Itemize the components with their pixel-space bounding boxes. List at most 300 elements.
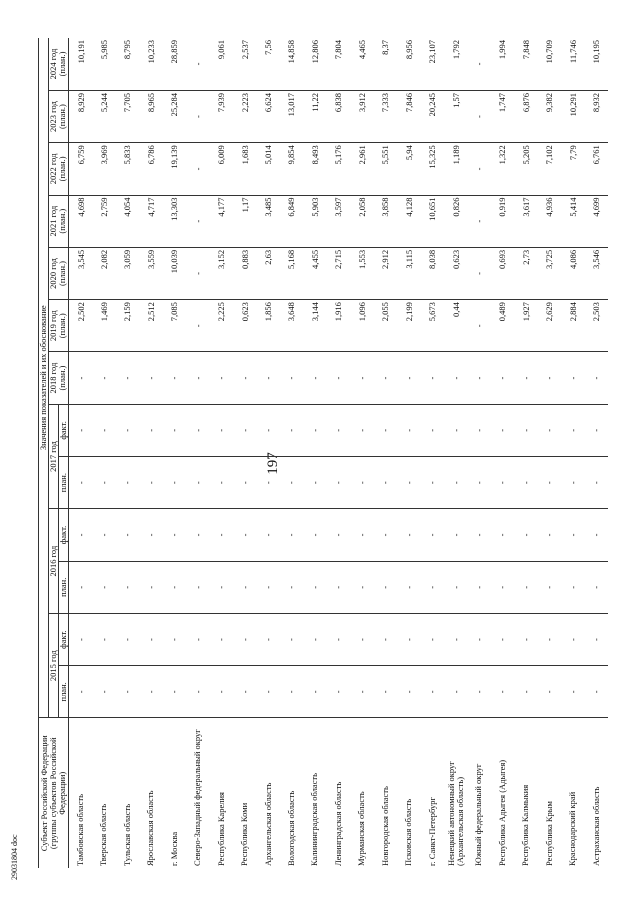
row-value-cell: 5,414 (561, 195, 584, 247)
row-value-cell: - (420, 352, 443, 404)
row-value-cell: - (538, 561, 561, 613)
row-value-cell: - (561, 509, 584, 561)
row-value-cell: - (514, 561, 537, 613)
row-value-cell: - (373, 457, 396, 509)
row-value-cell: - (186, 404, 209, 456)
row-value-cell: - (256, 352, 279, 404)
row-value-cell: 5,903 (303, 195, 326, 247)
row-value-cell: - (561, 352, 584, 404)
row-value-cell: - (139, 509, 162, 561)
row-value-cell: 2,961 (350, 143, 373, 195)
row-value-cell: 2,159 (116, 300, 139, 352)
row-value-cell: - (444, 613, 467, 665)
row-value-cell: - (186, 457, 209, 509)
row-value-cell: 3,725 (538, 247, 561, 299)
row-value-cell: - (467, 561, 490, 613)
row-value-cell: - (139, 561, 162, 613)
row-value-cell: - (92, 404, 115, 456)
row-value-cell: - (303, 457, 326, 509)
row-value-cell: 2,884 (561, 300, 584, 352)
indicators-table (38, 38, 608, 868)
row-value-cell: - (514, 457, 537, 509)
row-value-cell: - (92, 352, 115, 404)
row-value-cell: 8,795 (116, 38, 139, 90)
row-value-cell: - (327, 352, 350, 404)
table-row (280, 38, 303, 868)
row-value-cell: - (280, 457, 303, 509)
row-value-cell: 5,014 (256, 143, 279, 195)
row-value-cell: - (280, 509, 303, 561)
row-value-cell: - (420, 561, 443, 613)
row-value-cell: 6,876 (514, 90, 537, 142)
row-subject-name: г. Москва (168, 831, 179, 866)
row-value-cell: - (350, 666, 373, 718)
row-value-cell: - (561, 457, 584, 509)
row-value-cell: - (420, 613, 443, 665)
row-value-cell: - (68, 509, 92, 561)
row-value-cell: 25,284 (163, 90, 186, 142)
table-row (327, 38, 350, 868)
row-value-cell: - (467, 300, 490, 352)
row-value-cell: - (420, 666, 443, 718)
row-value-cell: - (491, 666, 514, 718)
year-2021-header: 2021 год (план.) (48, 195, 68, 247)
table-row (256, 38, 279, 868)
row-subject-name: Южный федеральный округ (473, 763, 484, 866)
row-value-cell: - (420, 457, 443, 509)
row-value-cell: - (514, 404, 537, 456)
row-subject-name: Тверская область (98, 803, 109, 866)
row-value-cell: - (538, 352, 561, 404)
row-value-cell: - (209, 561, 232, 613)
row-value-cell: - (327, 457, 350, 509)
row-value-cell: - (327, 561, 350, 613)
row-value-cell: 13,303 (163, 195, 186, 247)
row-subject-name: Ненецкий автономный округ (Архангельская область) (445, 761, 465, 866)
row-value-cell: 2,73 (514, 247, 537, 299)
row-value-cell: 15,325 (420, 143, 443, 195)
row-value-cell: 0,489 (491, 300, 514, 352)
row-value-cell: 2,223 (233, 90, 256, 142)
row-value-cell: - (561, 666, 584, 718)
row-value-cell: 4,936 (538, 195, 561, 247)
row-value-cell: - (233, 352, 256, 404)
row-value-cell: - (186, 247, 209, 299)
row-value-cell: - (209, 404, 232, 456)
row-value-cell: - (139, 352, 162, 404)
fact-2017-header: факт. (58, 404, 68, 456)
row-value-cell: 2,912 (373, 247, 396, 299)
row-value-cell: - (209, 613, 232, 665)
table-row (538, 38, 561, 868)
row-value-cell: 2,055 (373, 300, 396, 352)
plan-2017-header: план. (58, 457, 68, 509)
row-value-cell: - (491, 404, 514, 456)
row-subject-name: Республика Адыгея (Адыгея) (496, 759, 507, 866)
row-value-cell: 12,806 (303, 38, 326, 90)
row-value-cell: - (444, 666, 467, 718)
row-value-cell: 7,102 (538, 143, 561, 195)
row-value-cell: - (256, 613, 279, 665)
row-value-cell: 9,382 (538, 90, 561, 142)
row-value-cell: 2,502 (68, 300, 92, 352)
row-value-cell: 2,629 (538, 300, 561, 352)
year-2015-header: 2015 год (48, 613, 58, 718)
row-value-cell: - (514, 666, 537, 718)
row-value-cell: - (303, 352, 326, 404)
row-value-cell: - (233, 561, 256, 613)
row-value-cell: - (116, 457, 139, 509)
row-value-cell: 14,858 (280, 38, 303, 90)
row-value-cell: - (467, 457, 490, 509)
row-value-cell: - (373, 613, 396, 665)
row-value-cell: - (467, 352, 490, 404)
row-value-cell: 3,546 (584, 247, 608, 299)
row-value-cell: - (467, 38, 490, 90)
row-value-cell: - (68, 666, 92, 718)
row-value-cell: 3,597 (327, 195, 350, 247)
row-value-cell: 19,139 (163, 143, 186, 195)
row-value-cell: - (186, 143, 209, 195)
table-row (397, 38, 420, 868)
row-value-cell: - (163, 666, 186, 718)
row-value-cell: - (584, 404, 608, 456)
row-value-cell: - (350, 561, 373, 613)
row-value-cell: - (584, 509, 608, 561)
row-value-cell: 5,985 (92, 38, 115, 90)
row-value-cell: 5,205 (514, 143, 537, 195)
row-value-cell: - (303, 666, 326, 718)
row-value-cell: 3,152 (209, 247, 232, 299)
row-value-cell: 8,493 (303, 143, 326, 195)
row-value-cell: - (139, 666, 162, 718)
table-row (467, 38, 490, 868)
row-value-cell: - (116, 561, 139, 613)
row-value-cell: 4,128 (397, 195, 420, 247)
table-row (350, 38, 373, 868)
row-value-cell: 3,858 (373, 195, 396, 247)
row-value-cell: - (256, 666, 279, 718)
row-value-cell: 2,082 (92, 247, 115, 299)
row-subject-name: Архангельская область (262, 782, 273, 866)
row-value-cell: - (163, 352, 186, 404)
row-value-cell: - (467, 143, 490, 195)
row-value-cell: - (68, 404, 92, 456)
table-row (209, 38, 232, 868)
year-2016-header: 2016 год (48, 509, 58, 614)
row-value-cell: - (256, 561, 279, 613)
row-value-cell: 6,786 (139, 143, 162, 195)
row-value-cell: - (373, 561, 396, 613)
row-value-cell: 28,859 (163, 38, 186, 90)
table-row (420, 38, 443, 868)
row-value-cell: - (584, 457, 608, 509)
row-value-cell: - (538, 613, 561, 665)
row-value-cell: 4,054 (116, 195, 139, 247)
row-value-cell: 3,617 (514, 195, 537, 247)
row-value-cell: - (397, 457, 420, 509)
row-value-cell: 23,107 (420, 38, 443, 90)
table-row (444, 38, 467, 868)
row-subject-name: Ярославская область (145, 790, 156, 866)
row-value-cell: 7,56 (256, 38, 279, 90)
row-value-cell: 2,199 (397, 300, 420, 352)
row-value-cell: - (444, 509, 467, 561)
row-value-cell: - (491, 561, 514, 613)
row-value-cell: 7,333 (373, 90, 396, 142)
row-value-cell: - (491, 509, 514, 561)
row-value-cell: - (444, 457, 467, 509)
table-row (373, 38, 396, 868)
row-value-cell: - (561, 561, 584, 613)
row-value-cell: 0,693 (491, 247, 514, 299)
row-value-cell: - (373, 404, 396, 456)
row-value-cell: - (303, 613, 326, 665)
row-value-cell: 0,44 (444, 300, 467, 352)
page-number: 197 (264, 452, 281, 475)
row-value-cell: - (186, 561, 209, 613)
table-row (186, 38, 209, 868)
row-value-cell: 1,927 (514, 300, 537, 352)
row-value-cell: 3,648 (280, 300, 303, 352)
row-subject-name: Тульская область (121, 803, 132, 866)
table-row (303, 38, 326, 868)
row-value-cell: 4,177 (209, 195, 232, 247)
row-value-cell: - (256, 509, 279, 561)
row-subject-name: г. Санкт-Петербург (426, 797, 437, 866)
row-value-cell: - (327, 509, 350, 561)
row-value-cell: - (467, 509, 490, 561)
row-value-cell: 5,551 (373, 143, 396, 195)
row-subject-name: Республика Крым (543, 801, 554, 866)
row-value-cell: 6,761 (584, 143, 608, 195)
row-value-cell: - (233, 666, 256, 718)
row-value-cell: - (116, 666, 139, 718)
row-value-cell: - (350, 404, 373, 456)
row-value-cell: 0,919 (491, 195, 514, 247)
row-value-cell: 3,059 (116, 247, 139, 299)
values-title-header: Значения показателей и их обоснование (39, 38, 49, 718)
row-value-cell: - (163, 613, 186, 665)
row-subject-name: Тамбовская область (75, 794, 86, 866)
row-value-cell: - (491, 352, 514, 404)
row-value-cell: 10,291 (561, 90, 584, 142)
row-value-cell: 3,115 (397, 247, 420, 299)
row-value-cell: 0,623 (444, 247, 467, 299)
row-subject-name: Вологодская область (285, 790, 296, 866)
row-value-cell: 1,57 (444, 90, 467, 142)
row-value-cell: - (68, 561, 92, 613)
table-row (68, 38, 92, 868)
row-value-cell: 13,017 (280, 90, 303, 142)
table-row (116, 38, 139, 868)
row-value-cell: 7,79 (561, 143, 584, 195)
row-value-cell: - (467, 613, 490, 665)
row-value-cell: - (444, 404, 467, 456)
row-subject-name: Новгородская область (379, 786, 390, 866)
row-value-cell: - (233, 404, 256, 456)
row-value-cell: 10,191 (68, 38, 92, 90)
row-value-cell: - (327, 404, 350, 456)
row-value-cell: - (350, 613, 373, 665)
row-value-cell: - (467, 90, 490, 142)
row-value-cell: 2,503 (584, 300, 608, 352)
table-header (39, 38, 69, 868)
row-value-cell: - (139, 404, 162, 456)
row-value-cell: - (584, 666, 608, 718)
row-value-cell: 1,683 (233, 143, 256, 195)
row-value-cell: - (186, 195, 209, 247)
row-value-cell: 6,838 (327, 90, 350, 142)
row-value-cell: - (584, 352, 608, 404)
row-value-cell: - (163, 561, 186, 613)
row-value-cell: - (186, 666, 209, 718)
row-subject-name: Республика Коми (239, 802, 250, 866)
year-2024-header: 2024 год (план.) (48, 38, 68, 90)
row-value-cell: - (163, 509, 186, 561)
row-value-cell: 1,322 (491, 143, 514, 195)
row-value-cell: 2,512 (139, 300, 162, 352)
row-value-cell: 1,553 (350, 247, 373, 299)
row-value-cell: - (92, 666, 115, 718)
row-value-cell: 4,699 (584, 195, 608, 247)
rotated-table-container (38, 38, 608, 868)
row-value-cell: - (280, 561, 303, 613)
row-value-cell: - (280, 404, 303, 456)
row-value-cell: - (92, 561, 115, 613)
row-value-cell: 2,537 (233, 38, 256, 90)
row-value-cell: - (116, 613, 139, 665)
row-value-cell: - (92, 509, 115, 561)
footer-doc-id: 29031804 doc (10, 834, 19, 880)
row-value-cell: - (186, 352, 209, 404)
row-value-cell: 1,916 (327, 300, 350, 352)
row-value-cell: 5,244 (92, 90, 115, 142)
row-subject-name: Псковская область (403, 798, 414, 866)
row-value-cell: - (538, 666, 561, 718)
row-value-cell: 10,651 (420, 195, 443, 247)
row-value-cell: - (350, 457, 373, 509)
fact-2015-header: факт. (58, 613, 68, 665)
table-row (163, 38, 186, 868)
row-value-cell: - (116, 352, 139, 404)
row-value-cell: - (584, 613, 608, 665)
table-row (491, 38, 514, 868)
row-value-cell: 20,245 (420, 90, 443, 142)
table-body (68, 38, 608, 868)
row-value-cell: 4,086 (561, 247, 584, 299)
row-value-cell: 7,848 (514, 38, 537, 90)
row-value-cell: 3,912 (350, 90, 373, 142)
row-value-cell: - (444, 561, 467, 613)
row-value-cell: 4,455 (303, 247, 326, 299)
row-value-cell: 5,176 (327, 143, 350, 195)
row-value-cell: 7,085 (163, 300, 186, 352)
row-value-cell: 8,37 (373, 38, 396, 90)
row-value-cell: - (256, 404, 279, 456)
row-value-cell: 0,883 (233, 247, 256, 299)
row-value-cell: - (397, 666, 420, 718)
year-2023-header: 2023 год (план.) (48, 90, 68, 142)
row-value-cell: - (256, 457, 279, 509)
year-2017-header: 2017 год (48, 404, 58, 509)
row-value-cell: - (186, 613, 209, 665)
row-value-cell: - (186, 90, 209, 142)
row-value-cell: 6,624 (256, 90, 279, 142)
row-value-cell: 11,746 (561, 38, 584, 90)
row-value-cell: - (116, 404, 139, 456)
row-value-cell: - (514, 352, 537, 404)
row-value-cell: - (467, 404, 490, 456)
row-value-cell: - (139, 613, 162, 665)
row-value-cell: - (373, 352, 396, 404)
table-row (584, 38, 608, 868)
row-value-cell: - (561, 404, 584, 456)
row-subject-name: Калининградская область (309, 773, 320, 866)
row-value-cell: - (303, 404, 326, 456)
row-value-cell: - (327, 666, 350, 718)
row-value-cell: - (397, 352, 420, 404)
row-value-cell: - (303, 509, 326, 561)
row-value-cell: - (491, 457, 514, 509)
row-value-cell: - (139, 457, 162, 509)
row-value-cell: - (186, 509, 209, 561)
row-value-cell: 10,039 (163, 247, 186, 299)
row-value-cell: 10,233 (139, 38, 162, 90)
row-value-cell: - (186, 300, 209, 352)
row-value-cell: - (68, 613, 92, 665)
row-value-cell: 3,545 (68, 247, 92, 299)
row-subject-name: Краснодарский край (567, 791, 578, 866)
subject-column-header: Субъект Российской Федерации (группы субъектов Российской Федерации) (39, 718, 69, 868)
row-value-cell: - (233, 457, 256, 509)
row-value-cell: - (467, 195, 490, 247)
row-value-cell: 1,469 (92, 300, 115, 352)
row-value-cell: - (280, 613, 303, 665)
row-value-cell: 6,849 (280, 195, 303, 247)
row-value-cell: 3,559 (139, 247, 162, 299)
row-value-cell: - (514, 509, 537, 561)
row-value-cell: - (538, 404, 561, 456)
row-value-cell: - (584, 561, 608, 613)
table-row (92, 38, 115, 868)
row-value-cell: 1,189 (444, 143, 467, 195)
row-value-cell: 1,856 (256, 300, 279, 352)
row-value-cell: - (116, 509, 139, 561)
row-value-cell: - (467, 666, 490, 718)
row-value-cell: - (327, 613, 350, 665)
row-value-cell: - (373, 666, 396, 718)
row-value-cell: - (92, 613, 115, 665)
row-value-cell: 1,17 (233, 195, 256, 247)
row-value-cell: 3,969 (92, 143, 115, 195)
row-value-cell: 2,63 (256, 247, 279, 299)
row-value-cell: - (491, 613, 514, 665)
row-value-cell: - (163, 457, 186, 509)
row-value-cell: - (209, 666, 232, 718)
row-value-cell: 6,759 (68, 143, 92, 195)
table-row (139, 38, 162, 868)
row-value-cell: - (303, 561, 326, 613)
row-subject-name: Астраханская область (590, 786, 601, 866)
year-2018-header: 2018 год (план.) (48, 352, 68, 404)
row-value-cell: 7,705 (116, 90, 139, 142)
row-value-cell: 8,932 (584, 90, 608, 142)
row-value-cell: 1,994 (491, 38, 514, 90)
row-value-cell: 2,058 (350, 195, 373, 247)
row-value-cell: - (209, 457, 232, 509)
row-value-cell: 11,22 (303, 90, 326, 142)
